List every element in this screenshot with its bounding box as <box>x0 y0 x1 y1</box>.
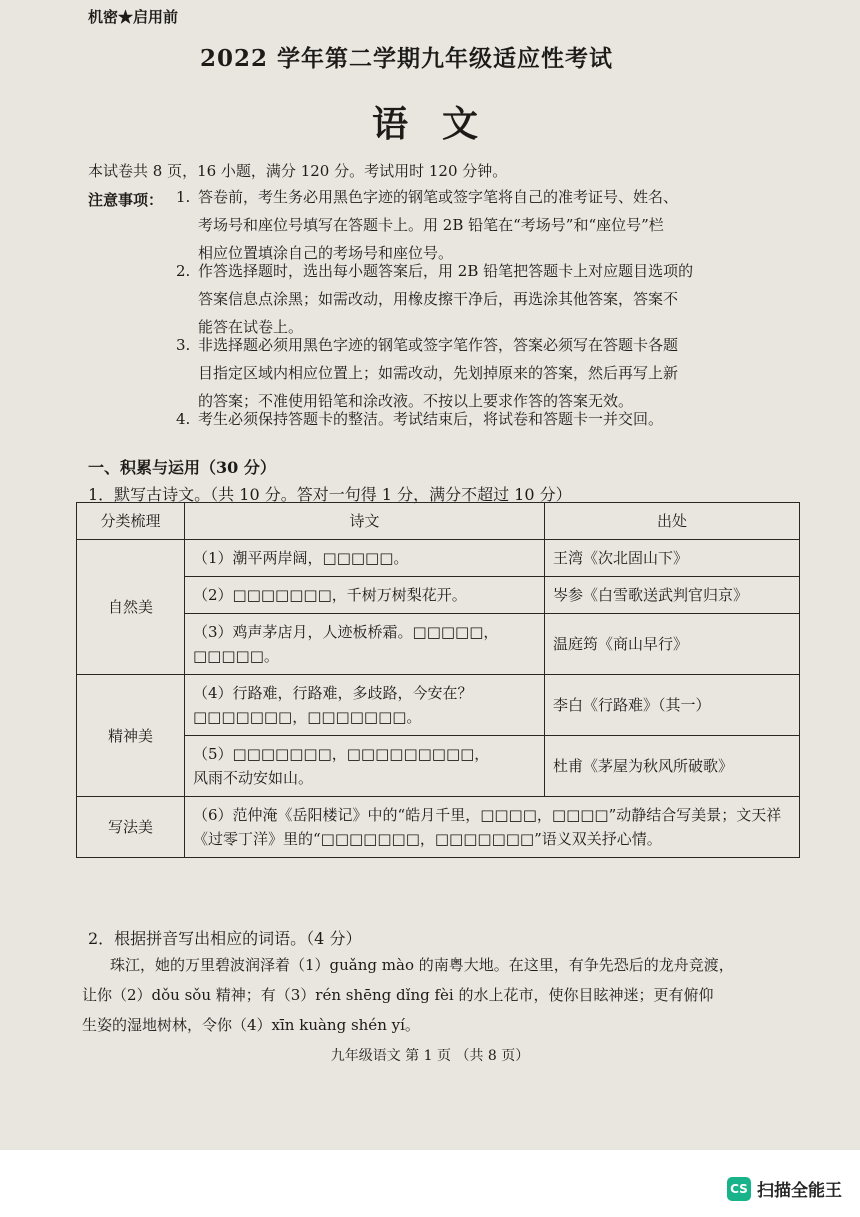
note-3 <box>176 331 678 415</box>
question-2-line: 珠江，她的万里碧波润泽着（1）guǎng mào 的南粤大地。在这里，有争先恐后的龙舟竞渡， <box>110 956 734 974</box>
note-number: 3. <box>176 336 191 354</box>
header-poem: 诗文 <box>185 503 545 540</box>
note-number: 4. <box>176 410 191 428</box>
poem-line: 风雨不动安如山。 <box>193 769 314 787</box>
poem-line: （5）□□□□□□□，□□□□□□□□□， <box>193 745 490 763</box>
source-cell: 岑参《白雪歌送武判官归京》 <box>545 577 800 614</box>
note-line: 能答在试卷上。 <box>198 318 304 336</box>
poem-line: （4）行路难，行路难，多歧路，今安在？ <box>193 684 473 702</box>
note-line: 目指定区域内相应位置上；如需改动，先划掉原来的答案，然后再写上新 <box>198 364 679 382</box>
question-2-title: 2．根据拼音写出相应的词语。（4 分） <box>88 929 362 948</box>
brand-name: 扫描全能王 <box>757 1181 842 1201</box>
poem-table <box>76 502 800 858</box>
category-cell: 精神美 <box>77 675 185 797</box>
header-category: 分类梳理 <box>77 503 185 540</box>
source-cell: 王湾《次北固山下》 <box>545 540 800 577</box>
note-line: 作答选择题时，选出每小题答案后，用 2B 铅笔把答题卡上对应题目选项的 <box>198 262 694 280</box>
subject-title: 语文 <box>372 103 513 145</box>
category-cell: 自然美 <box>77 540 185 675</box>
header-source: 出处 <box>545 503 800 540</box>
question-2-line: 生姿的湿地树林，令你（4）xīn kuàng shén yí。 <box>82 1016 420 1034</box>
poem-line: □□□□□。 <box>193 647 279 665</box>
poem-cell <box>185 614 545 675</box>
poem-cell <box>185 675 545 736</box>
poem-line: （3）鸡声茅店月，人迹板桥霜。□□□□□， <box>193 623 499 641</box>
scanner-watermark <box>727 1176 842 1201</box>
poem-line: □□□□□□□，□□□□□□□。 <box>193 708 422 726</box>
note-line: 考场号和座位号填写在答题卡上。用 2B 铅笔在“考场号”和“座位号”栏 <box>198 216 664 234</box>
section-heading: 一、积累与运用（30 分） <box>88 458 276 477</box>
note-line: 答卷前，考生务必用黑色字迹的钢笔或签字笔将自己的准考证号、姓名、 <box>198 188 679 206</box>
note-line: 的答案；不准使用铅笔和涂改液。不按以上要求作答的答案无效。 <box>198 392 634 410</box>
table-row <box>77 675 800 736</box>
source-cell: 李白《行路难》（其一） <box>545 675 800 736</box>
category-cell: 写法美 <box>77 797 185 858</box>
note-2 <box>176 257 693 341</box>
source-cell: 温庭筠《商山早行》 <box>545 614 800 675</box>
question-1-title: 1．默写古诗文。（共 10 分。答对一句得 1 分，满分不超过 10 分） <box>88 485 572 504</box>
exam-info: 本试卷共 8 页，16 小题，满分 120 分。考试用时 120 分钟。 <box>88 162 508 180</box>
note-line: 非选择题必须用黑色字迹的钢笔或签字笔作答，答案必须写在答题卡各题 <box>198 336 679 354</box>
camscanner-logo-icon: CS <box>727 1177 751 1201</box>
notes-label: 注意事项： <box>88 191 164 209</box>
table-row <box>77 614 800 675</box>
secret-label: 机密★启用前 <box>88 8 179 26</box>
exam-title: 2022 学年第二学期九年级适应性考试 <box>200 45 614 72</box>
note-line: 相应位置填涂自己的考场号和座位号。 <box>198 244 454 262</box>
source-cell: 杜甫《茅屋为秋风所破歌》 <box>545 736 800 797</box>
table-row <box>77 540 800 577</box>
poem-cell <box>185 736 545 797</box>
note-number: 1. <box>176 188 191 206</box>
poem-cell: （2）□□□□□□□，千树万树梨花开。 <box>185 577 545 614</box>
poem-cell: （6）范仲淹《岳阳楼记》中的“皓月千里，□□□□，□□□□”动静结合写美景；文天祥《过零丁洋》里的“□□□□□□□，□□□□□□□”语义双关抒心情。 <box>185 797 800 858</box>
table-row <box>77 736 800 797</box>
note-4 <box>176 405 663 433</box>
note-number: 2. <box>176 262 191 280</box>
note-line: 考生必须保持答题卡的整洁。考试结束后，将试卷和答题卡一并交回。 <box>198 410 664 428</box>
table-header-row <box>77 503 800 540</box>
poem-cell: （1）潮平两岸阔，□□□□□。 <box>185 540 545 577</box>
question-2-line: 让你（2）dǒu sǒu 精神；有（3）rén shēng dǐng fèi 的水上花市，使你目眩神迷；更有俯仰 <box>82 986 714 1004</box>
table-row <box>77 797 800 858</box>
table-row <box>77 577 800 614</box>
page-footer: 九年级语文 第 1 页 （共 8 页） <box>330 1048 530 1064</box>
note-line: 答案信息点涂黑；如需改动，用橡皮擦干净后，再选涂其他答案，答案不 <box>198 290 679 308</box>
note-1 <box>176 183 678 267</box>
